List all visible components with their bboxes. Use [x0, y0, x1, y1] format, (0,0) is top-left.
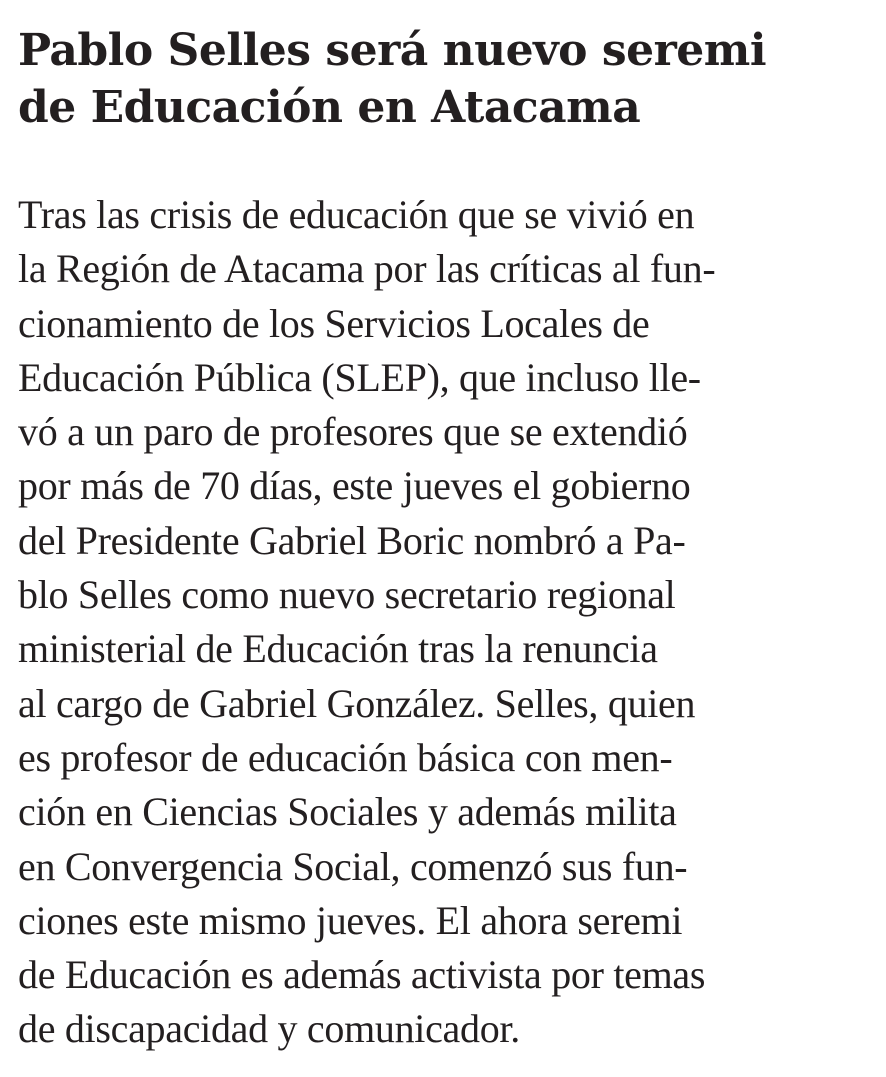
body-line: la Región de Atacama por las críticas al fun-: [18, 246, 716, 292]
body-line: de Educación es además activista por temas: [18, 952, 706, 998]
body-line: Educación Pública (SLEP), que incluso lle-: [18, 354, 701, 400]
body-line: blo Selles como nuevo secretario regional: [18, 572, 676, 618]
body-line: ciones este mismo jueves. El ahora seremi: [18, 897, 683, 943]
news-article: [18, 22, 868, 1052]
body-line: ción en Ciencias Sociales y además milita: [18, 789, 677, 835]
body-line: ministerial de Educación tras la renuncia: [18, 626, 658, 672]
article-body: [18, 188, 868, 1057]
body-line: por más de 70 días, este jueves el gobierno: [18, 463, 691, 509]
headline-line: Pablo Selles será nuevo seremi: [18, 25, 767, 76]
body-line: Tras las crisis de educación que se vivió en: [18, 192, 695, 237]
body-line: al cargo de Gabriel González. Selles, quien: [18, 680, 696, 726]
body-line: en Convergencia Social, comenzó sus fun-: [18, 843, 688, 889]
article-headline: [18, 22, 868, 136]
body-line: vó a un paro de profesores que se extendió: [18, 409, 688, 455]
body-line: cionamiento de los Servicios Locales de: [18, 300, 650, 346]
headline-line: de Educación en Atacama: [18, 82, 641, 133]
body-line: es profesor de educación básica con men-: [18, 734, 673, 780]
body-line: del Presidente Gabriel Boric nombró a Pa-: [18, 517, 686, 563]
body-line: de discapacidad y comunicador.: [18, 1006, 520, 1052]
